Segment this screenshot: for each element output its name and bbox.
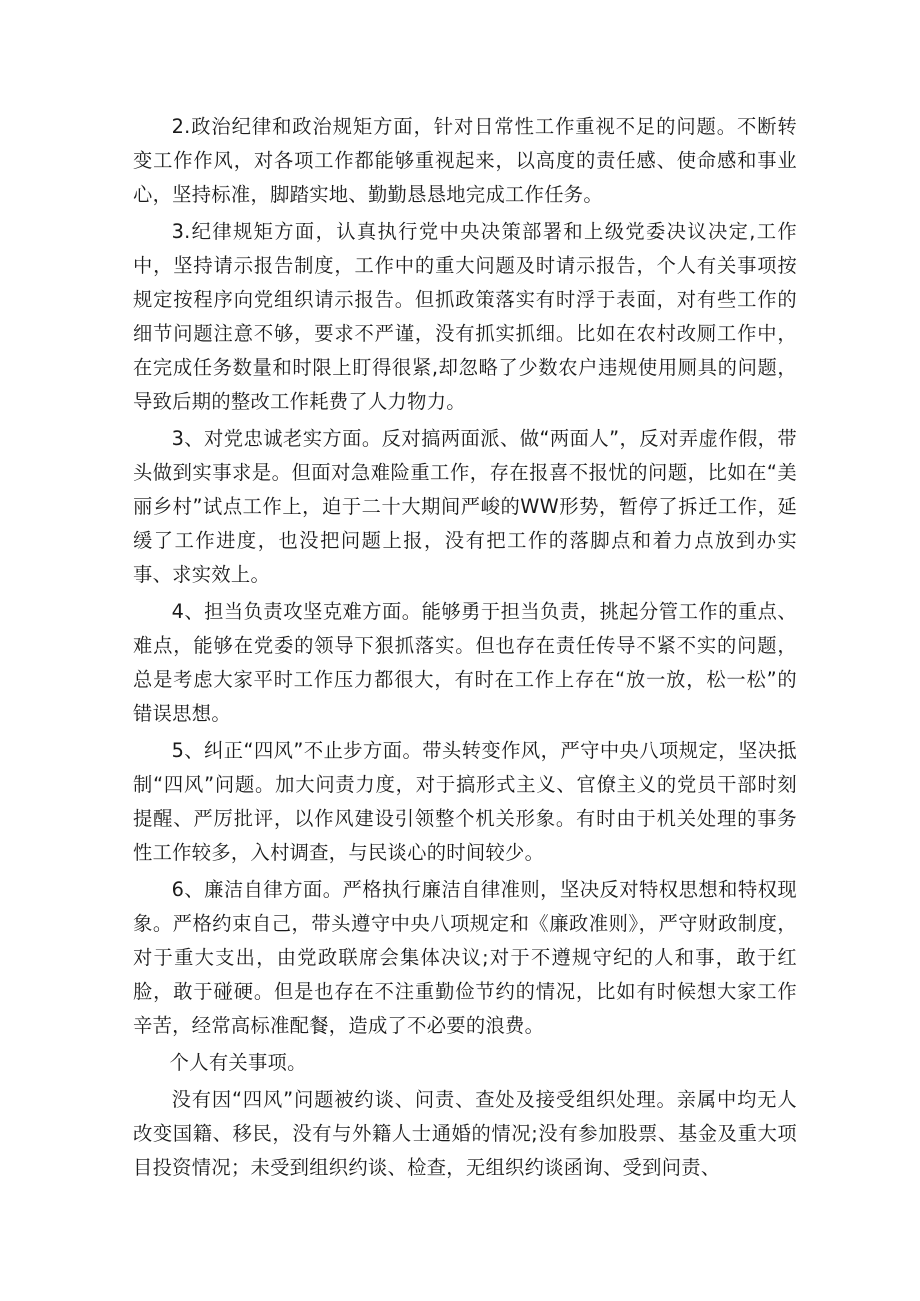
paragraph-personal-matters-heading: 个人有关事项。	[169, 1051, 307, 1074]
document-body	[133, 110, 797, 1188]
paragraph-party-loyalty: 3、对党忠诚老实方面。反对搞两面派、做“两面人”，反对弄虚作假，带头做到实事求是。但面对急难险重工作，存在报喜不报忧的问题，比如在“美丽乡村”试点工作上，迫于二十大期间严峻的WW形势，暂停了拆迁工作，延缓了工作进度，也没把问题上报，没有把工作的落脚点和着力点放到办实事、求实效上。	[133, 427, 797, 586]
paragraph-political-discipline: 2.政治纪律和政治规矩方面，针对日常性工作重视不足的问题。不断转变工作作风，对各项工作都能够重视起来，以高度的责任感、使命感和事业心，坚持标准，脚踏实地、勤勤恳恳地完成工作任务。	[133, 115, 797, 206]
paragraph-responsibility: 4、担当负责攻坚克难方面。能够勇于担当负责，挑起分管工作的重点、难点，能够在党委的领导下狠抓落实。但也存在责任传导不紧不实的问题，总是考虑大家平时工作压力都很大，有时在工作上存在“放一放，松一松”的错误思想。	[133, 600, 797, 725]
paragraph-integrity: 6、廉洁自律方面。严格执行廉洁自律准则，坚决反对特权思想和特权现象。严格约束自己，带头遵守中央八项规定和《廉政准则》，严守财政制度，对于重大支出，由党政联席会集体决议;对于不遵规守纪的人和事，敢于红脸，敢于碰硬。但是也存在不注重勤俭节约的情况，比如有时候想大家工作辛苦，经常高标准配餐，造成了不必要的浪费。	[133, 878, 797, 1037]
paragraph-personal-matters: 没有因“四风”问题被约谈、问责、查处及接受组织处理。亲属中均无人改变国籍、移民，没有与外籍人士通婚的情况;没有参加股票、基金及重大项目投资情况；未受到组织约谈、检查，无组织约谈函询、受到问责、	[133, 1088, 797, 1179]
paragraph-discipline-rules: 3.纪律规矩方面，认真执行党中央决策部署和上级党委决议决定,工作中，坚持请示报告制度，工作中的重大问题及时请示报告，个人有关事项按规定按程序向党组织请示报告。但抓政策落实有时浮于表面，对有些工作的细节问题注意不够，要求不严谨，没有抓实抓细。比如在农村改厕工作中，在完成任务数量和时限上盯得很紧,却忽略了少数农户违规使用厕具的问题，导致后期的整改工作耗费了人力物力。	[133, 220, 797, 413]
paragraph-four-winds: 5、纠正“四风”不止步方面。带头转变作风，严守中央八项规定，坚决抵制“四风”问题。加大问责力度，对于搞形式主义、官僚主义的党员干部时刻提醒、严厉批评，以作风建设引领整个机关形象。有时由于机关处理的事务性工作较多，入村调查，与民谈心的时间较少。	[133, 739, 797, 864]
